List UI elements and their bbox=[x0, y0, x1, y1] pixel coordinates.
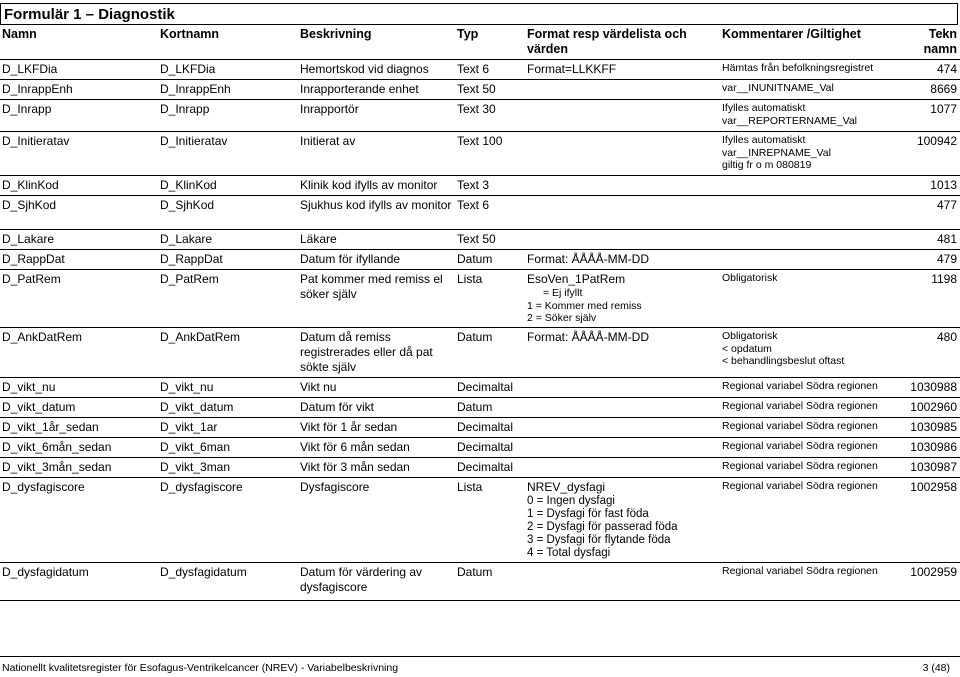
table-row bbox=[0, 478, 960, 563]
cell-typ: Datum bbox=[457, 252, 493, 266]
table-row bbox=[0, 100, 960, 132]
cell-tekn: 479 bbox=[936, 252, 957, 266]
cell-typ: Decimaltal bbox=[457, 460, 514, 474]
cell-kortnamn: D_vikt_datum bbox=[160, 400, 234, 414]
cell-kommentarer-line: < behandlingsbeslut oftast bbox=[722, 355, 845, 367]
cell-kortnamn: D_Initieratav bbox=[160, 134, 228, 148]
cell-typ: Text 6 bbox=[457, 198, 490, 212]
cell-tekn: 1030987 bbox=[910, 460, 957, 474]
cell-format: Format: ÅÅÅÅ-MM-DD bbox=[527, 330, 650, 344]
cell-beskrivning: Initierat av bbox=[300, 134, 356, 148]
cell-tekn: 1077 bbox=[930, 102, 957, 116]
cell-kommentarer-line: Ifylles automatiskt bbox=[722, 102, 806, 114]
header-kommentarer: Kommentarer /Giltighet bbox=[722, 27, 861, 41]
cell-format bbox=[525, 196, 720, 230]
cell-typ: Text 50 bbox=[457, 82, 496, 96]
cell-namn: D_PatRem bbox=[2, 272, 61, 286]
form-title: Formulär 1 – Diagnostik bbox=[0, 3, 958, 25]
cell-format bbox=[525, 270, 720, 328]
cell-beskrivning: Datum för värdering av dysfagiscore bbox=[300, 565, 423, 594]
cell-kommentarer: Regional variabel Södra regionen bbox=[722, 380, 878, 392]
cell-namn: D_AnkDatRem bbox=[2, 330, 83, 344]
cell-kortnamn: D_InrappEnh bbox=[160, 82, 231, 96]
cell-kommentarer-line: Obligatorisk bbox=[722, 330, 778, 342]
cell-format-line: NREV_dysfagi bbox=[527, 480, 606, 494]
cell-typ: Decimaltal bbox=[457, 380, 514, 394]
variable-table bbox=[0, 25, 960, 601]
cell-namn: D_vikt_3mån_sedan bbox=[2, 460, 112, 474]
table-row bbox=[0, 270, 960, 328]
cell-kortnamn: D_RappDat bbox=[160, 252, 223, 266]
cell-namn: D_InrappEnh bbox=[2, 82, 73, 96]
cell-format-line: 0 = Ingen dysfagi bbox=[527, 495, 615, 507]
cell-kommentarer: Regional variabel Södra regionen bbox=[722, 480, 878, 492]
cell-tekn: 8669 bbox=[930, 82, 957, 96]
cell-tekn: 1198 bbox=[931, 272, 957, 286]
cell-kortnamn: D_Inrapp bbox=[160, 102, 210, 116]
cell-kortnamn: D_vikt_1ar bbox=[160, 420, 218, 434]
cell-format: Format=LLKKFF bbox=[527, 62, 617, 76]
header-beskrivning: Beskrivning bbox=[300, 27, 372, 41]
cell-kortnamn: D_dysfagidatum bbox=[160, 565, 247, 579]
cell-beskrivning: Vikt nu bbox=[300, 380, 337, 394]
header-kortnamn: Kortnamn bbox=[160, 27, 220, 41]
cell-namn: D_vikt_6mån_sedan bbox=[2, 440, 112, 454]
page-number: 3 (48) bbox=[922, 662, 950, 674]
header-typ: Typ bbox=[457, 27, 479, 41]
cell-format-line: 1 = Kommer med remiss bbox=[527, 299, 642, 312]
cell-format-line: 2 = Dysfagi för passerad föda bbox=[527, 521, 678, 533]
cell-kommentarer bbox=[720, 176, 898, 196]
cell-beskrivning: Pat kommer med remiss el söker själv bbox=[300, 272, 443, 301]
table-row bbox=[0, 398, 960, 418]
cell-format-line: 1 = Dysfagi för fast föda bbox=[527, 508, 649, 520]
cell-namn: D_vikt_nu bbox=[2, 380, 56, 394]
cell-beskrivning: Klinik kod ifylls av monitor bbox=[300, 178, 438, 192]
cell-tekn: 480 bbox=[936, 330, 957, 344]
cell-namn: D_KlinKod bbox=[2, 178, 59, 192]
cell-kortnamn: D_Lakare bbox=[160, 232, 213, 246]
cell-tekn: 100942 bbox=[916, 134, 957, 148]
cell-kommentarer: Regional variabel Södra regionen bbox=[722, 460, 878, 472]
cell-namn: D_dysfagiscore bbox=[2, 480, 85, 494]
cell-kommentarer: Regional variabel Södra regionen bbox=[722, 565, 878, 577]
cell-typ: Text 30 bbox=[457, 102, 496, 116]
cell-typ: Datum bbox=[457, 565, 493, 579]
page-footer bbox=[0, 656, 960, 674]
cell-tekn: 1030988 bbox=[910, 380, 957, 394]
table-row bbox=[0, 328, 960, 378]
cell-typ: Lista bbox=[457, 272, 483, 286]
cell-beskrivning: Vikt för 3 mån sedan bbox=[300, 460, 410, 474]
table-row bbox=[0, 60, 960, 80]
cell-namn: D_RappDat bbox=[2, 252, 65, 266]
cell-kommentarer bbox=[720, 230, 898, 250]
cell-namn: D_vikt_datum bbox=[2, 400, 76, 414]
cell-format bbox=[525, 378, 720, 398]
cell-tekn: 1002959 bbox=[910, 565, 957, 579]
cell-format-line: EsoVen_1PatRem bbox=[527, 272, 626, 286]
cell-kommentarer-line: var__REPORTERNAME_Val bbox=[722, 114, 857, 127]
cell-namn: D_LKFDia bbox=[2, 62, 58, 76]
cell-format bbox=[525, 398, 720, 418]
cell-typ: Text 6 bbox=[457, 62, 490, 76]
cell-namn: D_SjhKod bbox=[2, 198, 57, 212]
cell-kortnamn: D_dysfagiscore bbox=[160, 480, 243, 494]
cell-format bbox=[525, 80, 720, 100]
cell-namn: D_Inrapp bbox=[2, 102, 52, 116]
footer-text: Nationellt kvalitetsregister för Esofagus-Ventrikelcancer (NREV) - Variabelbeskrivning bbox=[2, 662, 399, 674]
cell-tekn: 474 bbox=[936, 62, 957, 76]
cell-tekn: 1030985 bbox=[910, 420, 957, 434]
cell-tekn: 1030986 bbox=[910, 440, 957, 454]
cell-format bbox=[525, 478, 720, 563]
cell-namn: D_Initieratav bbox=[2, 134, 70, 148]
cell-kommentarer-line: var__INREPNAME_Val bbox=[722, 146, 831, 159]
cell-tekn: 1013 bbox=[930, 178, 957, 192]
cell-format-line: 4 = Total dysfagi bbox=[527, 547, 611, 559]
table-row bbox=[0, 80, 960, 100]
table-row bbox=[0, 563, 960, 601]
cell-format-line: 2 = Söker själv bbox=[527, 312, 597, 324]
cell-kommentarer bbox=[720, 250, 898, 270]
cell-typ: Decimaltal bbox=[457, 420, 514, 434]
cell-kortnamn: D_LKFDia bbox=[160, 62, 216, 76]
cell-typ: Text 100 bbox=[457, 134, 503, 148]
table-body bbox=[0, 60, 960, 601]
cell-namn: D_vikt_1år_sedan bbox=[2, 420, 99, 434]
cell-kortnamn: D_KlinKod bbox=[160, 178, 217, 192]
table-row bbox=[0, 196, 960, 230]
cell-beskrivning: Sjukhus kod ifylls av monitor bbox=[300, 198, 452, 212]
cell-beskrivning: Datum för vikt bbox=[300, 400, 375, 414]
cell-format bbox=[525, 132, 720, 176]
cell-kommentarer: Hämtas från befolkningsregistret bbox=[722, 62, 874, 74]
cell-format bbox=[525, 230, 720, 250]
cell-tekn: 477 bbox=[936, 198, 957, 212]
table-row bbox=[0, 458, 960, 478]
cell-kortnamn: D_AnkDatRem bbox=[160, 330, 241, 344]
cell-kortnamn: D_vikt_6man bbox=[160, 440, 231, 454]
cell-kommentarer: var__INUNITNAME_Val bbox=[722, 82, 834, 94]
cell-beskrivning: Inrapporterande enhet bbox=[300, 82, 419, 96]
cell-kommentarer bbox=[720, 100, 898, 132]
header-namn: Namn bbox=[2, 27, 37, 41]
cell-kommentarer: Regional variabel Södra regionen bbox=[722, 420, 878, 432]
cell-kommentarer: Regional variabel Södra regionen bbox=[722, 400, 878, 412]
cell-kortnamn: D_vikt_3man bbox=[160, 460, 231, 474]
cell-beskrivning: Datum för ifyllande bbox=[300, 252, 401, 266]
cell-beskrivning: Läkare bbox=[300, 232, 337, 246]
cell-kommentarer-line: Ifylles automatiskt bbox=[722, 134, 806, 146]
cell-tekn: 1002958 bbox=[910, 480, 957, 494]
cell-beskrivning: Datum då remiss registrerades eller då pat sökte själv bbox=[300, 330, 433, 374]
header-tekn: Tekn namn bbox=[923, 27, 957, 56]
cell-format-line: = Ej ifyllt bbox=[543, 287, 583, 299]
table-row bbox=[0, 378, 960, 398]
cell-kommentarer bbox=[720, 196, 898, 230]
cell-beskrivning: Vikt för 6 mån sedan bbox=[300, 440, 410, 454]
table-row bbox=[0, 438, 960, 458]
cell-kommentarer bbox=[720, 328, 898, 378]
header-row bbox=[0, 25, 960, 60]
cell-typ: Decimaltal bbox=[457, 440, 514, 454]
cell-format bbox=[525, 438, 720, 458]
table-row bbox=[0, 418, 960, 438]
cell-beskrivning: Inrapportör bbox=[300, 102, 359, 116]
cell-namn: D_Lakare bbox=[2, 232, 55, 246]
cell-tekn: 481 bbox=[936, 232, 957, 246]
cell-typ: Text 3 bbox=[457, 178, 490, 192]
cell-format bbox=[525, 100, 720, 132]
cell-tekn: 1002960 bbox=[910, 400, 957, 414]
cell-format bbox=[525, 176, 720, 196]
cell-format-line: 3 = Dysfagi för flytande föda bbox=[527, 534, 671, 546]
cell-typ: Lista bbox=[457, 480, 483, 494]
cell-beskrivning: Dysfagiscore bbox=[300, 480, 370, 494]
cell-namn: D_dysfagidatum bbox=[2, 565, 89, 579]
cell-beskrivning: Vikt för 1 år sedan bbox=[300, 420, 398, 434]
cell-kommentarer: Regional variabel Södra regionen bbox=[722, 440, 878, 452]
header-format: Format resp värdelista och värden bbox=[527, 27, 687, 56]
cell-format bbox=[525, 418, 720, 438]
table-row bbox=[0, 230, 960, 250]
table-row bbox=[0, 250, 960, 270]
cell-kommentarer bbox=[720, 132, 898, 176]
cell-beskrivning: Hemortskod vid diagnos bbox=[300, 62, 429, 76]
cell-format: Format: ÅÅÅÅ-MM-DD bbox=[527, 252, 650, 266]
cell-kortnamn: D_SjhKod bbox=[160, 198, 215, 212]
cell-kommentarer-line: giltig fr o m 080819 bbox=[722, 159, 812, 171]
cell-kortnamn: D_vikt_nu bbox=[160, 380, 214, 394]
cell-typ: Datum bbox=[457, 330, 493, 344]
cell-kommentarer: Obligatorisk bbox=[722, 272, 778, 284]
table-row bbox=[0, 176, 960, 196]
cell-kortnamn: D_PatRem bbox=[160, 272, 219, 286]
cell-kommentarer-line: < opdatum bbox=[722, 342, 772, 355]
table-row bbox=[0, 132, 960, 176]
cell-typ: Text 50 bbox=[457, 232, 496, 246]
cell-typ: Datum bbox=[457, 400, 493, 414]
cell-format bbox=[525, 563, 720, 601]
cell-format bbox=[525, 458, 720, 478]
